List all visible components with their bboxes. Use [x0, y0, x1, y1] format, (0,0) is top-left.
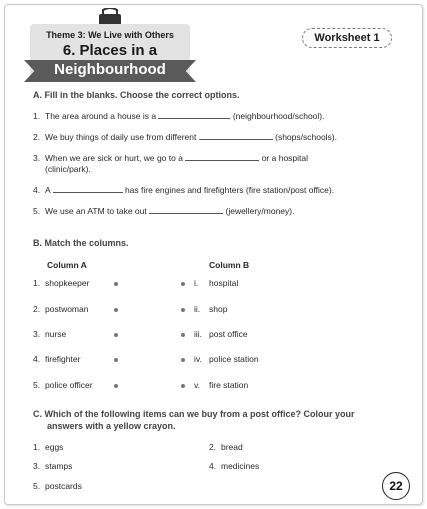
blank-item-1: 1. The area around a house is a (neighbourhood/school). [33, 111, 325, 121]
worksheet-badge: Worksheet 1 [302, 28, 392, 48]
section-c-title: C. Which of the following items can we buy from a post office? Colour your [33, 409, 355, 419]
page-number: 22 [382, 472, 410, 500]
option-item[interactable]: 3. stamps [33, 461, 73, 471]
match-dot-right[interactable] [181, 358, 185, 362]
option-item[interactable]: 2. bread [209, 442, 243, 452]
column-a-item: 2. postwoman [33, 304, 89, 314]
answer-blank[interactable] [53, 184, 123, 193]
column-b-item: i. hospital [194, 278, 239, 288]
match-dot-right[interactable] [181, 384, 185, 388]
blank-item-4: 4. A has fire engines and firefighters (fire station/post office). [33, 185, 335, 195]
page-title-line1: 6. Places in a [62, 42, 158, 59]
answer-blank[interactable] [149, 205, 223, 214]
column-a-heading: Column A [47, 260, 87, 270]
match-dot-left[interactable] [114, 282, 118, 286]
column-b-item: iii. post office [194, 329, 248, 339]
match-dot-left[interactable] [114, 358, 118, 362]
column-b-item: v. fire station [194, 380, 249, 390]
match-dot-right[interactable] [181, 333, 185, 337]
blank-item-3-line2: (clinic/park). [45, 164, 91, 174]
column-a-item: 1. shopkeeper [33, 278, 90, 288]
answer-blank[interactable] [158, 110, 230, 119]
column-b-heading: Column B [209, 260, 250, 270]
match-dot-left[interactable] [114, 384, 118, 388]
blank-item-5: 5. We use an ATM to take out (jewellery/money). [33, 206, 295, 216]
option-item[interactable]: 5. postcards [33, 481, 82, 491]
section-b-title: B. Match the columns. [33, 238, 129, 248]
column-a-item: 4. firefighter [33, 354, 81, 364]
section-c-title-line2: answers with a yellow crayon. [47, 421, 176, 431]
column-a-item: 5. police officer [33, 380, 93, 390]
blank-item-3: 3. When we are sick or hurt, we go to a or a hospital [33, 153, 309, 163]
option-item[interactable]: 1. eggs [33, 442, 64, 452]
match-dot-left[interactable] [114, 333, 118, 337]
section-a-title: A. Fill in the blanks. Choose the correct options. [33, 90, 240, 100]
match-dot-left[interactable] [114, 308, 118, 312]
column-b-item: iv. police station [194, 354, 259, 364]
match-dot-right[interactable] [181, 308, 185, 312]
answer-blank[interactable] [185, 152, 259, 161]
column-a-item: 3. nurse [33, 329, 67, 339]
theme-label: Theme 3: We Live with Others [46, 30, 174, 40]
option-item[interactable]: 4. medicines [209, 461, 260, 471]
column-b-item: ii. shop [194, 304, 228, 314]
page-title-line2: Neighbourhood [54, 61, 166, 78]
answer-blank[interactable] [199, 131, 273, 140]
match-dot-right[interactable] [181, 282, 185, 286]
blank-item-2: 2. We buy things of daily use from different (shops/schools). [33, 132, 337, 142]
